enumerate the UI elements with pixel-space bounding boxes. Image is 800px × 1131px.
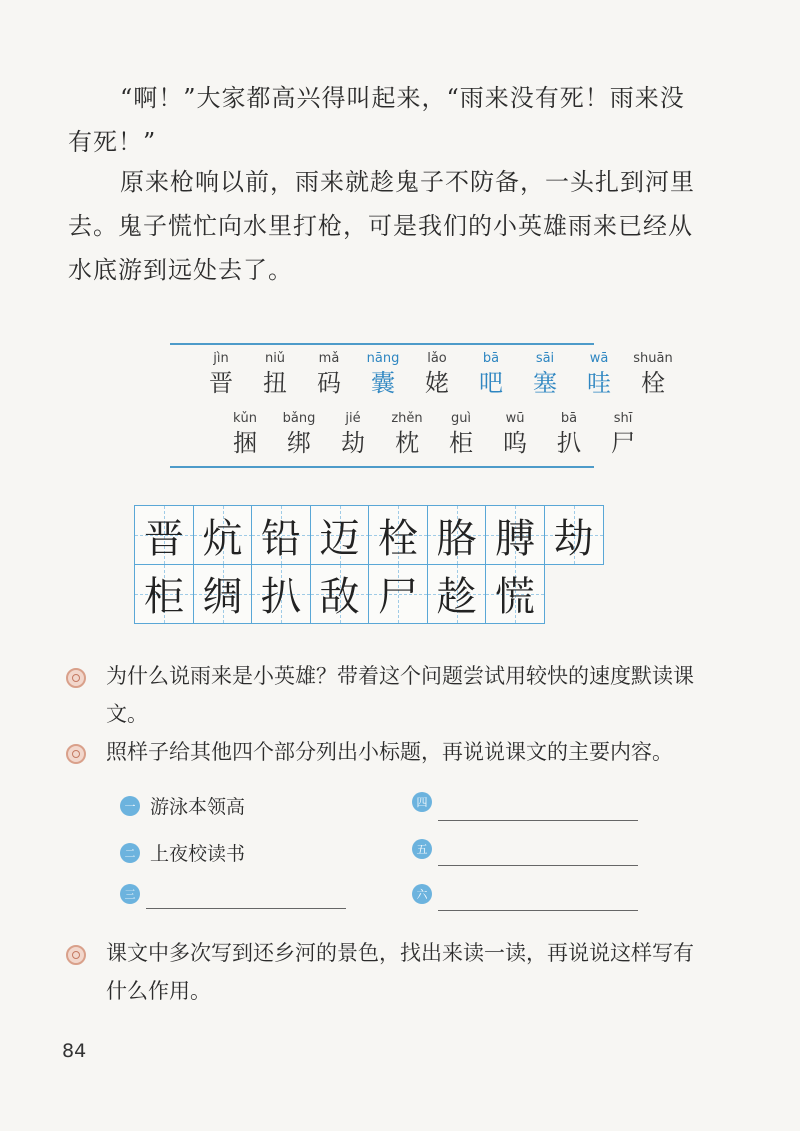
vocab-item — [224, 410, 266, 458]
hanzi: 扭 — [263, 369, 287, 397]
hanzi: 哇 — [587, 369, 611, 397]
grid-row-2 — [134, 564, 602, 623]
grid-cell — [368, 505, 428, 565]
vocab-item — [632, 350, 674, 398]
page-number: 84 — [62, 1040, 87, 1062]
pinyin: mǎ — [318, 351, 340, 366]
story-paragraph-1: “啊！”大家都高兴得叫起来，“雨来没有死！雨来没有死！” — [68, 84, 685, 156]
pinyin: shī — [613, 411, 633, 426]
grid-char: 慌 — [495, 574, 535, 620]
grid-char: 膊 — [495, 515, 535, 562]
vocab-top-rule — [170, 343, 594, 345]
grid-cell — [251, 505, 311, 565]
vocab-item — [308, 350, 350, 398]
question-2 — [66, 733, 706, 771]
pinyin: guì — [450, 411, 472, 426]
hanzi: 柜 — [449, 429, 473, 457]
grid-char: 柜 — [144, 574, 184, 620]
grid-cell — [427, 564, 487, 624]
vocab-item — [332, 410, 374, 458]
number-badge: 三 — [120, 884, 140, 904]
pinyin: niǔ — [264, 351, 286, 366]
question-3 — [66, 934, 706, 1010]
grid-cell — [485, 564, 545, 624]
grid-char: 迈 — [319, 515, 360, 562]
grid-cell — [193, 564, 253, 624]
grid-cell — [251, 564, 311, 624]
grid-char: 栓 — [378, 515, 418, 562]
grid-char: 绸 — [202, 574, 243, 620]
pinyin: jié — [345, 411, 361, 426]
pinyin: bǎng — [282, 411, 316, 426]
vocab-item — [386, 410, 428, 458]
vocab-item — [494, 410, 536, 458]
number-badge: 二 — [120, 843, 140, 863]
grid-char: 晋 — [144, 515, 184, 562]
pinyin: lǎo — [427, 351, 447, 366]
pinyin: zhěn — [391, 411, 423, 426]
grid-char: 炕 — [202, 515, 243, 562]
subtitle-blank-3[interactable] — [146, 908, 346, 909]
grid-cell — [134, 564, 194, 624]
grid-cell — [427, 505, 487, 565]
hanzi: 绑 — [287, 429, 311, 457]
question-2-text: 照样子给其他四个部分列出小标题，再说说课文的主要内容。 — [106, 740, 673, 764]
grid-char: 胳 — [436, 515, 477, 562]
subtitle-item-2 — [120, 839, 245, 866]
story-paragraph-2: 原来枪响以前，雨来就趁鬼子不防备，一头扎到河里去。鬼子慌忙向水里打枪，可是我们的小英雄雨来已经从水底游到远处去了。 — [68, 168, 695, 284]
vocab-item — [254, 350, 296, 398]
hanzi: 姥 — [425, 369, 449, 397]
grid-char: 尸 — [378, 574, 418, 620]
pinyin: wā — [589, 351, 609, 366]
hanzi: 晋 — [209, 369, 233, 397]
vocab-item-highlight — [524, 350, 566, 398]
pinyin: nāng — [366, 351, 400, 366]
grid-row-1 — [134, 505, 602, 564]
grid-cell — [310, 505, 370, 565]
hanzi: 尸 — [611, 429, 635, 457]
question-3-text: 课文中多次写到还乡河的景色，找出来读一读，再说说这样写有什么作用。 — [106, 941, 694, 1003]
subtitle-text: 游泳本领高 — [150, 796, 246, 818]
grid-cell — [485, 505, 545, 565]
vocab-item — [278, 410, 320, 458]
question-1-text: 为什么说雨来是小英雄？带着这个问题尝试用较快的速度默读课文。 — [106, 664, 694, 726]
hanzi: 扒 — [557, 429, 581, 457]
pinyin: bā — [560, 411, 578, 426]
grid-char: 铅 — [261, 515, 301, 562]
vocab-item-highlight — [578, 350, 620, 398]
vocab-row-2 — [224, 410, 644, 458]
vocab-item — [416, 350, 458, 398]
number-badge: 一 — [120, 796, 140, 816]
grid-cell — [544, 505, 604, 565]
subtitle-blank-4[interactable] — [438, 820, 638, 821]
grid-cell — [310, 564, 370, 624]
vocab-item-highlight — [362, 350, 404, 398]
question-1 — [66, 657, 706, 733]
subtitle-item-1 — [120, 792, 245, 819]
pinyin: sāi — [535, 351, 555, 366]
pinyin: shuān — [633, 351, 673, 366]
subtitle-item-6 — [412, 884, 442, 904]
hanzi: 码 — [317, 369, 341, 397]
hanzi: 呜 — [503, 429, 527, 457]
grid-char: 劫 — [553, 515, 594, 562]
subtitle-item-5 — [412, 839, 442, 859]
vocab-item — [548, 410, 590, 458]
pinyin: jìn — [213, 351, 229, 366]
hanzi: 塞 — [533, 369, 557, 397]
subtitle-blank-6[interactable] — [438, 910, 638, 911]
grid-char: 敌 — [319, 574, 360, 620]
subtitle-item-3 — [120, 884, 150, 904]
grid-cell — [193, 505, 253, 565]
number-badge: 六 — [412, 884, 432, 904]
pinyin: wū — [505, 411, 525, 426]
vocab-item — [440, 410, 482, 458]
grid-cell — [134, 505, 194, 565]
hanzi: 劫 — [341, 429, 365, 457]
subtitle-item-4 — [412, 792, 442, 812]
hanzi: 栓 — [641, 369, 665, 397]
grid-char: 扒 — [261, 574, 301, 620]
grid-cell — [368, 564, 428, 624]
vocab-item — [602, 410, 644, 458]
writing-grid — [134, 505, 602, 622]
vocab-item — [200, 350, 242, 398]
pinyin: kǔn — [232, 411, 257, 426]
vocab-item-highlight — [470, 350, 512, 398]
pinyin: bā — [482, 351, 500, 366]
hanzi: 捆 — [233, 429, 257, 457]
number-badge: 四 — [412, 792, 432, 812]
hanzi: 枕 — [395, 429, 419, 457]
vocab-bottom-rule — [170, 466, 594, 468]
number-badge: 五 — [412, 839, 432, 859]
grid-char: 趁 — [436, 574, 477, 620]
subtitle-blank-5[interactable] — [438, 865, 638, 866]
vocab-row-1 — [200, 350, 674, 398]
hanzi: 吧 — [479, 369, 503, 397]
subtitle-text: 上夜校读书 — [150, 843, 246, 865]
hanzi: 囊 — [371, 369, 395, 397]
